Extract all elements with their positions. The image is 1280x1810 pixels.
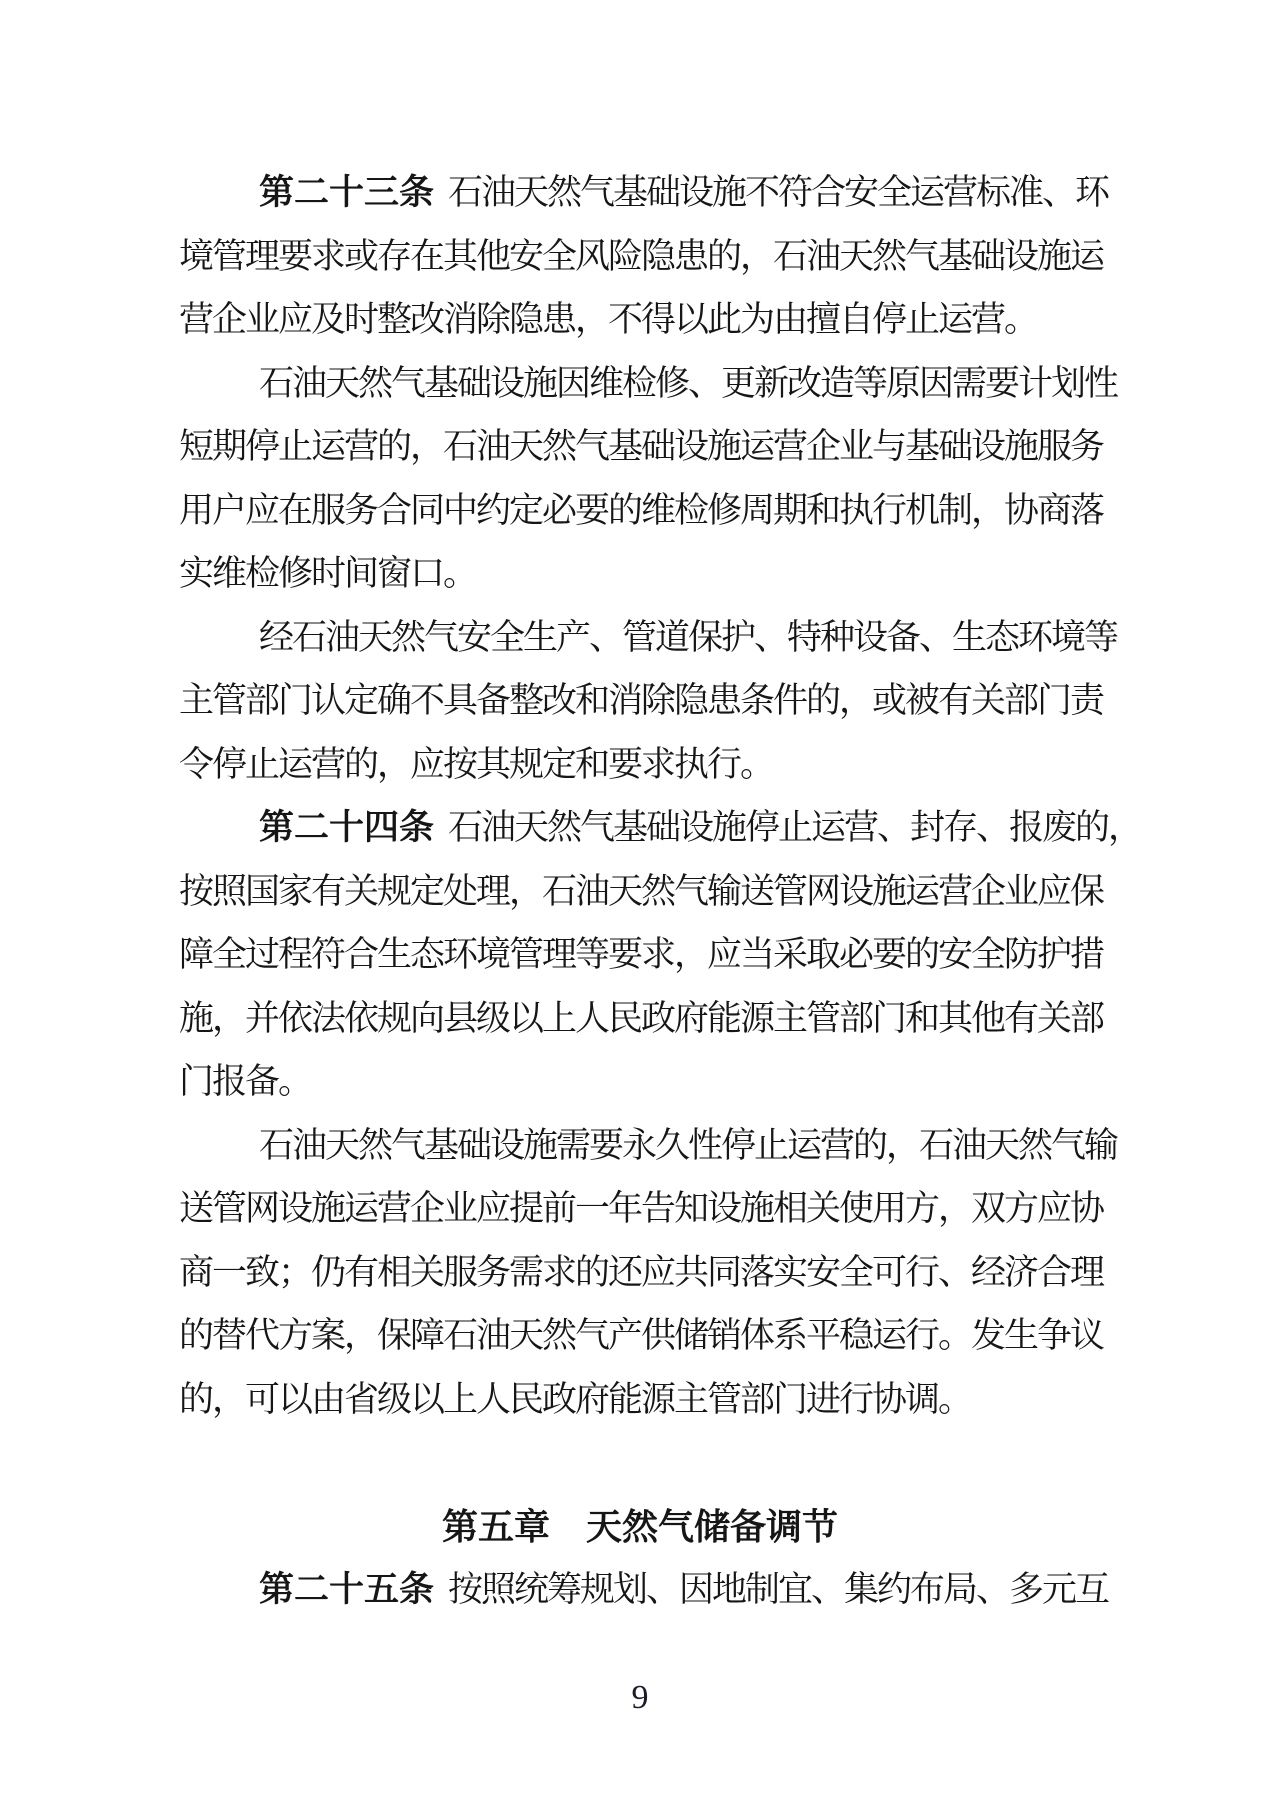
- article-number: 第二十五条: [259, 1570, 435, 1609]
- text-line: 按照国家有关规定处理，石油天然气输送管网设施运营企业应保: [179, 871, 1104, 911]
- text-line: 短期停止运营的，石油天然气基础设施运营企业与基础设施服务: [179, 427, 1104, 466]
- chapter-number: 第五章: [441, 1505, 550, 1547]
- text-line: [179, 161, 1109, 225]
- text-line: 门报备。: [179, 1062, 312, 1101]
- text-line: 令停止运营的，应按其规定和要求执行。: [179, 744, 774, 784]
- text-line: 的替代方案，保障石油天然气产供储销体系平稳运行。发生争议: [179, 1316, 1104, 1355]
- text-line: 主管部门认定确不具备整改和消除隐患条件的，或被有关部门责: [179, 681, 1104, 720]
- chapter-heading: [179, 1495, 1101, 1559]
- text-line: 施，并依法依规向县级以上人民政府能源主管部门和其他有关部: [179, 998, 1104, 1038]
- blank-line: [179, 1431, 1101, 1495]
- text-line: 实维检修时间窗口。: [179, 554, 477, 593]
- text-line: 营企业应及时整改消除隐患，不得以此为由擅自停止运营。: [179, 300, 1038, 339]
- text-run: 石油天然气基础设施停止运营、封存、报废的，: [448, 808, 1142, 847]
- chapter-title: 天然气储备调节: [586, 1505, 839, 1547]
- text-line: 石油天然气基础设施因维检修、更新改造等原因需要计划性: [259, 363, 1118, 403]
- article-number: 第二十三条: [259, 173, 435, 212]
- text-line: 经石油天然气安全生产、管道保护、特种设备、生态环境等: [259, 617, 1118, 657]
- article-number: 第二十四条: [259, 808, 435, 847]
- text-run: 石油天然气基础设施不符合安全运营标准、环: [448, 173, 1109, 212]
- text-line: 送管网设施运营企业应提前一年告知设施相关使用方，双方应协: [179, 1189, 1104, 1228]
- text-block: [179, 161, 1142, 1622]
- text-line: 商一致；仍有相关服务需求的还应共同落实安全可行、经济合理: [179, 1252, 1104, 1292]
- text-line: 用户应在服务合同中约定必要的维检修周期和执行机制，协商落: [179, 490, 1104, 530]
- text-line: 的，可以由省级以上人民政府能源主管部门进行协调。: [179, 1379, 972, 1419]
- text-line: [179, 1558, 1109, 1622]
- text-line: 石油天然气基础设施需要永久性停止运营的，石油天然气输: [259, 1125, 1118, 1165]
- text-line: [179, 796, 1142, 860]
- text-run: 按照统筹规划、因地制宜、集约布局、多元互: [448, 1570, 1109, 1609]
- page-number: 9: [631, 1679, 649, 1716]
- text-line: 境管理要求或存在其他安全风险隐患的，石油天然气基础设施运: [179, 236, 1104, 276]
- text-line: 障全过程符合生态环境管理等要求，应当采取必要的安全防护措: [179, 935, 1104, 974]
